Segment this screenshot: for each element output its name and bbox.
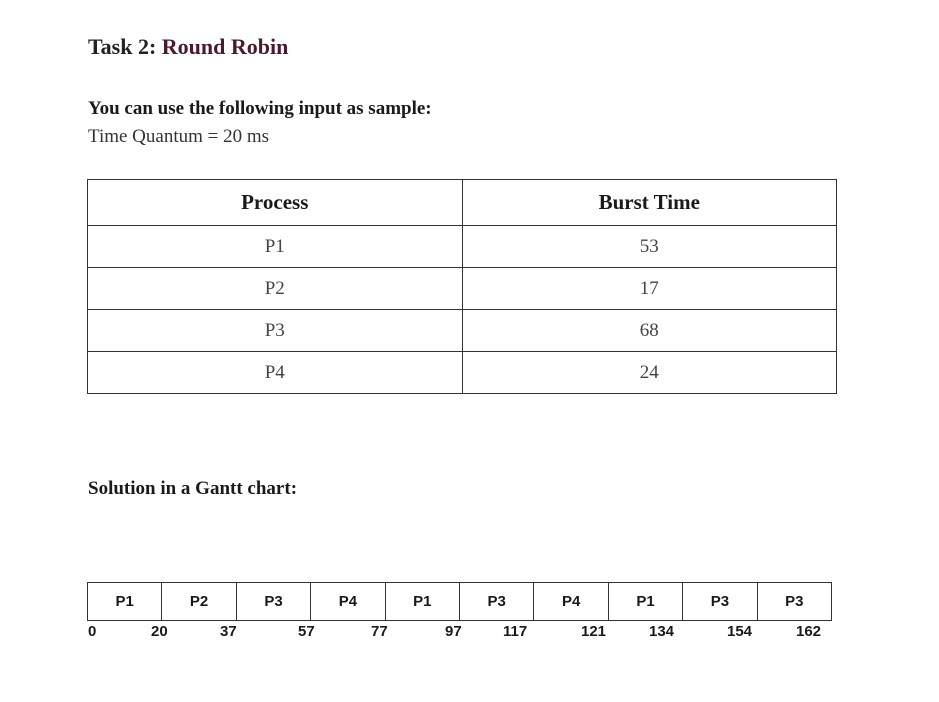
- gantt-block: P2: [161, 583, 235, 620]
- gantt-time-tick: 121: [581, 623, 607, 640]
- gantt-time-tick: 162: [796, 623, 822, 640]
- title-name: Round Robin: [161, 34, 289, 59]
- solution-label: Solution in a Gantt chart:: [88, 478, 298, 499]
- gantt-chart: [87, 582, 832, 621]
- gantt-block: P1: [385, 583, 459, 620]
- gantt-block: P4: [310, 583, 384, 620]
- burst-time-cell: 53: [462, 226, 837, 268]
- gantt-time-tick: 154: [727, 623, 753, 640]
- table-row: [88, 268, 837, 310]
- gantt-time-tick: 20: [151, 623, 168, 640]
- gantt-time-tick: 0: [88, 623, 97, 640]
- gantt-time-tick: 37: [220, 623, 237, 640]
- gantt-time-tick: 57: [298, 623, 315, 640]
- gantt-block: P3: [682, 583, 756, 620]
- gantt-time-tick: 117: [503, 623, 528, 640]
- gantt-block: P3: [236, 583, 310, 620]
- table-row: [88, 310, 837, 352]
- gantt-block: P3: [459, 583, 533, 620]
- table-row: [88, 352, 837, 394]
- table-row: [88, 226, 837, 268]
- title-prefix: Task 2:: [88, 34, 157, 59]
- time-quantum-text: Time Quantum = 20 ms: [88, 126, 270, 147]
- gantt-time-tick: 97: [445, 623, 462, 640]
- burst-time-cell: 68: [462, 310, 837, 352]
- gantt-time-tick: 134: [649, 623, 675, 640]
- gantt-block: P3: [757, 583, 831, 620]
- gantt-time-tick: 77: [371, 623, 388, 640]
- process-table: [87, 179, 837, 394]
- burst-time-cell: 17: [462, 268, 837, 310]
- page-title: [88, 34, 288, 60]
- process-cell: P4: [88, 352, 463, 394]
- table-header-row: [88, 180, 837, 226]
- gantt-block: P4: [533, 583, 607, 620]
- process-cell: P1: [88, 226, 463, 268]
- gantt-block: P1: [115, 593, 134, 610]
- column-header-process: Process: [88, 180, 463, 226]
- gantt-block: P1: [608, 583, 682, 620]
- burst-time-cell: 24: [462, 352, 837, 394]
- column-header-burst-time: Burst Time: [462, 180, 837, 226]
- process-cell: P2: [88, 268, 463, 310]
- process-cell: P3: [88, 310, 463, 352]
- sample-label: You can use the following input as sample:: [88, 98, 432, 119]
